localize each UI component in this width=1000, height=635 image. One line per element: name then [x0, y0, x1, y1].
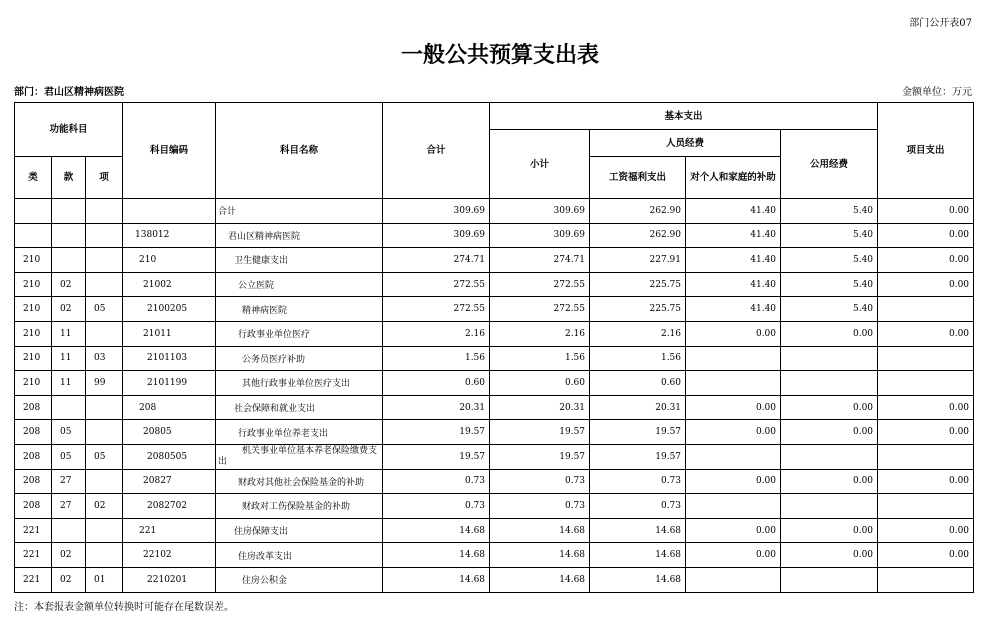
table-row — [15, 444, 974, 469]
cell-total: 14.68 — [383, 543, 490, 568]
table-row — [15, 371, 974, 396]
cell-code: 2080505 — [123, 444, 216, 469]
cell-lei: 208 — [15, 395, 52, 420]
table-row — [15, 469, 974, 494]
cell-total: 274.71 — [383, 248, 490, 273]
cell-project — [878, 494, 974, 519]
cell-wages: 262.90 — [590, 223, 686, 248]
cell-wages: 14.68 — [590, 567, 686, 592]
cell-public: 0.00 — [781, 543, 878, 568]
table-row — [15, 420, 974, 445]
cell-xiang — [86, 272, 123, 297]
form-number: 部门公开表07 — [909, 18, 972, 29]
cell-kuan: 27 — [52, 469, 86, 494]
cell-xiang — [86, 199, 123, 224]
cell-xiang: 01 — [86, 567, 123, 592]
cell-wages: 14.68 — [590, 518, 686, 543]
cell-subtotal: 2.16 — [490, 321, 590, 346]
cell-public — [781, 567, 878, 592]
cell-name: 住房改革支出 — [216, 543, 383, 568]
cell-subtotal: 274.71 — [490, 248, 590, 273]
cell-individual: 0.00 — [686, 543, 781, 568]
cell-subtotal: 14.68 — [490, 567, 590, 592]
cell-xiang — [86, 420, 123, 445]
cell-project — [878, 567, 974, 592]
cell-public: 0.00 — [781, 518, 878, 543]
cell-total: 1.56 — [383, 346, 490, 371]
cell-subtotal: 0.60 — [490, 371, 590, 396]
cell-lei — [15, 223, 52, 248]
cell-individual: 0.00 — [686, 395, 781, 420]
cell-public: 5.40 — [781, 248, 878, 273]
cell-xiang: 05 — [86, 297, 123, 322]
cell-individual — [686, 346, 781, 371]
cell-wages: 262.90 — [590, 199, 686, 224]
cell-project: 0.00 — [878, 395, 974, 420]
cell-name: 机关事业单位基本养老保险缴费支出 — [216, 444, 383, 469]
cell-name: 住房保障支出 — [216, 518, 383, 543]
cell-public — [781, 494, 878, 519]
cell-subtotal: 14.68 — [490, 543, 590, 568]
cell-code: 221 — [123, 518, 216, 543]
cell-project: 0.00 — [878, 420, 974, 445]
cell-individual: 0.00 — [686, 321, 781, 346]
cell-name: 精神病医院 — [216, 297, 383, 322]
cell-individual: 41.40 — [686, 272, 781, 297]
cell-subtotal: 0.73 — [490, 469, 590, 494]
cell-kuan: 02 — [52, 272, 86, 297]
cell-wages: 19.57 — [590, 420, 686, 445]
header-individual: 对个人和家庭的补助 — [686, 157, 781, 199]
cell-xiang — [86, 248, 123, 273]
cell-project: 0.00 — [878, 272, 974, 297]
header-subject-name: 科目名称 — [216, 103, 383, 199]
cell-public: 0.00 — [781, 395, 878, 420]
cell-subtotal: 14.68 — [490, 518, 590, 543]
cell-name: 君山区精神病医院 — [216, 223, 383, 248]
cell-kuan — [52, 518, 86, 543]
table-body — [15, 199, 974, 593]
cell-lei: 210 — [15, 297, 52, 322]
cell-wages: 227.91 — [590, 248, 686, 273]
header-lei: 类 — [15, 157, 52, 199]
cell-project: 0.00 — [878, 223, 974, 248]
cell-kuan: 27 — [52, 494, 86, 519]
cell-subtotal: 272.55 — [490, 297, 590, 322]
cell-public: 5.40 — [781, 223, 878, 248]
cell-total: 14.68 — [383, 518, 490, 543]
cell-wages: 225.75 — [590, 272, 686, 297]
cell-project: 0.00 — [878, 518, 974, 543]
unit-label: 金额单位：万元 — [902, 87, 972, 98]
cell-kuan — [52, 248, 86, 273]
table-row — [15, 518, 974, 543]
cell-project — [878, 371, 974, 396]
cell-total: 309.69 — [383, 199, 490, 224]
cell-lei: 210 — [15, 371, 52, 396]
cell-total: 20.31 — [383, 395, 490, 420]
cell-code: 2101103 — [123, 346, 216, 371]
cell-subtotal: 0.73 — [490, 494, 590, 519]
table-row — [15, 199, 974, 224]
cell-lei: 221 — [15, 518, 52, 543]
cell-kuan — [52, 223, 86, 248]
table-row — [15, 248, 974, 273]
cell-public: 0.00 — [781, 321, 878, 346]
cell-individual: 41.40 — [686, 199, 781, 224]
cell-public: 5.40 — [781, 297, 878, 322]
header-func-subject: 功能科目 — [15, 103, 123, 157]
cell-name: 财政对工伤保险基金的补助 — [216, 494, 383, 519]
cell-code: 22102 — [123, 543, 216, 568]
table-row — [15, 395, 974, 420]
header-public-funds: 公用经费 — [781, 130, 878, 199]
table-row — [15, 543, 974, 568]
cell-lei: 210 — [15, 272, 52, 297]
cell-xiang: 02 — [86, 494, 123, 519]
cell-total: 0.73 — [383, 494, 490, 519]
cell-name: 行政事业单位医疗 — [216, 321, 383, 346]
cell-kuan: 11 — [52, 321, 86, 346]
header-subtotal: 小计 — [490, 130, 590, 199]
cell-subtotal: 20.31 — [490, 395, 590, 420]
cell-kuan: 02 — [52, 567, 86, 592]
cell-name: 其他行政事业单位医疗支出 — [216, 371, 383, 396]
cell-xiang: 05 — [86, 444, 123, 469]
cell-project: 0.00 — [878, 543, 974, 568]
cell-total: 19.57 — [383, 420, 490, 445]
cell-code: 2101199 — [123, 371, 216, 396]
cell-project — [878, 346, 974, 371]
budget-table — [14, 102, 974, 593]
cell-lei: 210 — [15, 248, 52, 273]
table-row — [15, 223, 974, 248]
cell-public: 5.40 — [781, 199, 878, 224]
cell-public — [781, 346, 878, 371]
cell-individual — [686, 371, 781, 396]
cell-wages: 2.16 — [590, 321, 686, 346]
cell-xiang — [86, 395, 123, 420]
header-total: 合计 — [383, 103, 490, 199]
table-row — [15, 321, 974, 346]
cell-lei: 210 — [15, 321, 52, 346]
cell-project — [878, 444, 974, 469]
table-row — [15, 567, 974, 592]
cell-individual: 0.00 — [686, 420, 781, 445]
cell-code: 20827 — [123, 469, 216, 494]
cell-code: 2100205 — [123, 297, 216, 322]
department-label: 部门：君山区精神病医院 — [14, 87, 124, 98]
header-subject-code: 科目编码 — [123, 103, 216, 199]
cell-lei: 208 — [15, 444, 52, 469]
cell-lei: 221 — [15, 543, 52, 568]
cell-lei — [15, 199, 52, 224]
cell-subtotal: 309.69 — [490, 199, 590, 224]
cell-lei: 210 — [15, 346, 52, 371]
cell-wages: 1.56 — [590, 346, 686, 371]
cell-name: 行政事业单位养老支出 — [216, 420, 383, 445]
cell-name: 公务员医疗补助 — [216, 346, 383, 371]
cell-project: 0.00 — [878, 248, 974, 273]
cell-lei: 208 — [15, 469, 52, 494]
cell-wages: 0.73 — [590, 469, 686, 494]
cell-wages: 0.60 — [590, 371, 686, 396]
cell-total: 14.68 — [383, 567, 490, 592]
cell-total: 19.57 — [383, 444, 490, 469]
cell-code: 2082702 — [123, 494, 216, 519]
header-xiang: 项 — [86, 157, 123, 199]
cell-public — [781, 444, 878, 469]
cell-individual — [686, 567, 781, 592]
footnote: 注：本套报表金额单位转换时可能存在尾数误差。 — [14, 602, 234, 613]
cell-xiang — [86, 469, 123, 494]
cell-lei: 208 — [15, 420, 52, 445]
page-title: 一般公共预算支出表 — [400, 43, 599, 68]
cell-wages: 19.57 — [590, 444, 686, 469]
cell-code: 21011 — [123, 321, 216, 346]
cell-lei: 208 — [15, 494, 52, 519]
table-row — [15, 346, 974, 371]
header-basic: 基本支出 — [490, 103, 878, 130]
header-project: 项目支出 — [878, 103, 974, 199]
cell-wages: 0.73 — [590, 494, 686, 519]
cell-wages: 14.68 — [590, 543, 686, 568]
cell-kuan: 02 — [52, 543, 86, 568]
cell-code: 208 — [123, 395, 216, 420]
cell-total: 0.73 — [383, 469, 490, 494]
cell-total: 272.55 — [383, 272, 490, 297]
cell-kuan: 11 — [52, 371, 86, 396]
cell-kuan: 05 — [52, 444, 86, 469]
cell-code: 20805 — [123, 420, 216, 445]
cell-project: 0.00 — [878, 321, 974, 346]
cell-name: 社会保障和就业支出 — [216, 395, 383, 420]
header-kuan: 款 — [52, 157, 86, 199]
cell-project — [878, 297, 974, 322]
cell-xiang: 03 — [86, 346, 123, 371]
cell-kuan: 05 — [52, 420, 86, 445]
cell-code — [123, 199, 216, 224]
cell-subtotal: 272.55 — [490, 272, 590, 297]
cell-kuan: 02 — [52, 297, 86, 322]
cell-project: 0.00 — [878, 199, 974, 224]
cell-individual: 41.40 — [686, 248, 781, 273]
table-row — [15, 297, 974, 322]
cell-total: 309.69 — [383, 223, 490, 248]
cell-name: 公立医院 — [216, 272, 383, 297]
cell-individual: 41.40 — [686, 297, 781, 322]
cell-individual: 41.40 — [686, 223, 781, 248]
table-row — [15, 494, 974, 519]
cell-public: 0.00 — [781, 469, 878, 494]
cell-public — [781, 371, 878, 396]
cell-xiang — [86, 543, 123, 568]
cell-xiang — [86, 518, 123, 543]
cell-kuan — [52, 395, 86, 420]
cell-xiang: 99 — [86, 371, 123, 396]
cell-project: 0.00 — [878, 469, 974, 494]
cell-public: 0.00 — [781, 420, 878, 445]
cell-wages: 225.75 — [590, 297, 686, 322]
cell-wages: 20.31 — [590, 395, 686, 420]
header-wages: 工资福利支出 — [590, 157, 686, 199]
cell-subtotal: 309.69 — [490, 223, 590, 248]
cell-name: 住房公积金 — [216, 567, 383, 592]
cell-name: 卫生健康支出 — [216, 248, 383, 273]
cell-individual — [686, 494, 781, 519]
cell-kuan: 11 — [52, 346, 86, 371]
cell-name: 合计 — [216, 199, 383, 224]
cell-individual: 0.00 — [686, 518, 781, 543]
cell-total: 272.55 — [383, 297, 490, 322]
cell-xiang — [86, 321, 123, 346]
cell-individual — [686, 444, 781, 469]
cell-subtotal: 19.57 — [490, 444, 590, 469]
table-row — [15, 272, 974, 297]
cell-code: 138012 — [123, 223, 216, 248]
cell-name: 财政对其他社会保险基金的补助 — [216, 469, 383, 494]
header-personnel: 人员经费 — [590, 130, 781, 157]
cell-subtotal: 19.57 — [490, 420, 590, 445]
cell-code: 210 — [123, 248, 216, 273]
cell-public: 5.40 — [781, 272, 878, 297]
cell-lei: 221 — [15, 567, 52, 592]
cell-total: 0.60 — [383, 371, 490, 396]
cell-individual: 0.00 — [686, 469, 781, 494]
cell-code: 2210201 — [123, 567, 216, 592]
cell-total: 2.16 — [383, 321, 490, 346]
cell-xiang — [86, 223, 123, 248]
cell-subtotal: 1.56 — [490, 346, 590, 371]
cell-kuan — [52, 199, 86, 224]
cell-code: 21002 — [123, 272, 216, 297]
